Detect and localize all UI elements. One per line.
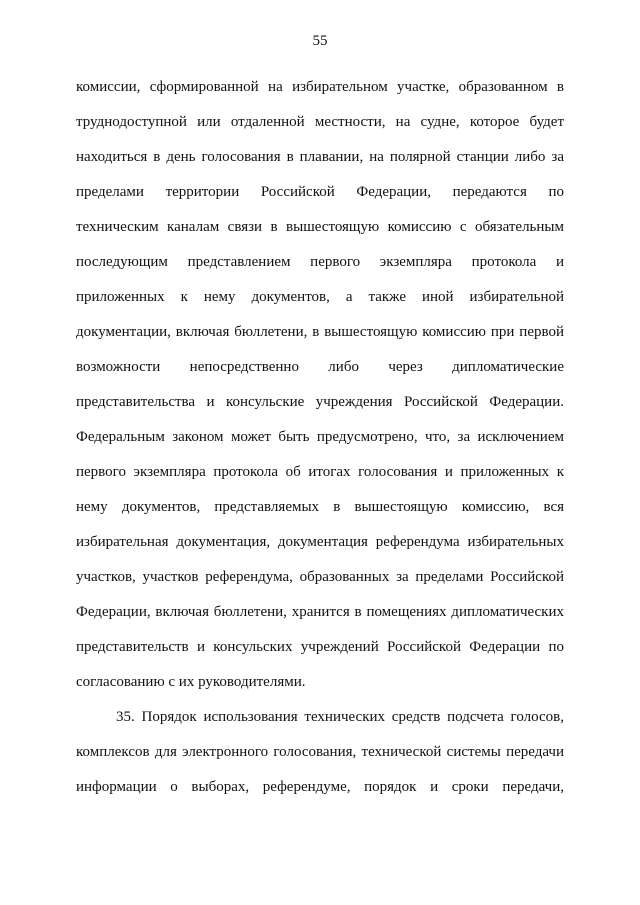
text-line: документации, включая бюллетени, в вышестоящую комиссию при первой xyxy=(76,324,564,340)
page-number: 55 xyxy=(312,33,328,49)
text-line: находиться в день голосования в плавании, на полярной станции либо за xyxy=(76,149,564,165)
text-line: техническим каналам связи в вышестоящую комиссию с обязательным xyxy=(76,219,564,235)
text-line: нему документов, представляемых в вышестоящую комиссию, вся xyxy=(76,499,564,515)
text-line: избирательная документация, документация референдума избирательных xyxy=(76,534,564,550)
text-line: информации о выборах, референдуме, порядок и сроки передачи, xyxy=(76,779,564,795)
text-line: приложенных к нему документов, а также иной избирательной xyxy=(76,289,564,305)
text-line: первого экземпляра протокола об итогах голосования и приложенных к xyxy=(76,464,564,480)
text-line: Федеральным законом может быть предусмотрено, что, за исключением xyxy=(76,429,564,445)
text-line: комплексов для электронного голосования, технической системы передачи xyxy=(76,744,564,760)
text-line: труднодоступной или отдаленной местности, на судне, которое будет xyxy=(76,114,564,130)
document-body xyxy=(76,70,564,805)
paragraph-item-35 xyxy=(76,700,564,805)
text-line: комиссии, сформированной на избирательном участке, образованном в xyxy=(76,79,564,95)
text-line: возможности непосредственно либо через дипломатические xyxy=(76,359,564,375)
text-line: последующим представлением первого экземпляра протокола и xyxy=(76,254,564,270)
text-line: 35. Порядок использования технических средств подсчета голосов, xyxy=(116,709,564,725)
text-line: пределами территории Российской Федерации, передаются по xyxy=(76,184,564,200)
text-line: представительств и консульских учреждений Российской Федерации по xyxy=(76,639,564,655)
text-line: участков, участков референдума, образованных за пределами Российской xyxy=(76,569,564,585)
text-line: Федерации, включая бюллетени, хранится в помещениях дипломатических xyxy=(76,604,564,620)
paragraph-continuation xyxy=(76,70,564,700)
text-line: согласованию с их руководителями. xyxy=(76,674,306,690)
text-line: представительства и консульские учреждения Российской Федерации. xyxy=(76,394,564,410)
